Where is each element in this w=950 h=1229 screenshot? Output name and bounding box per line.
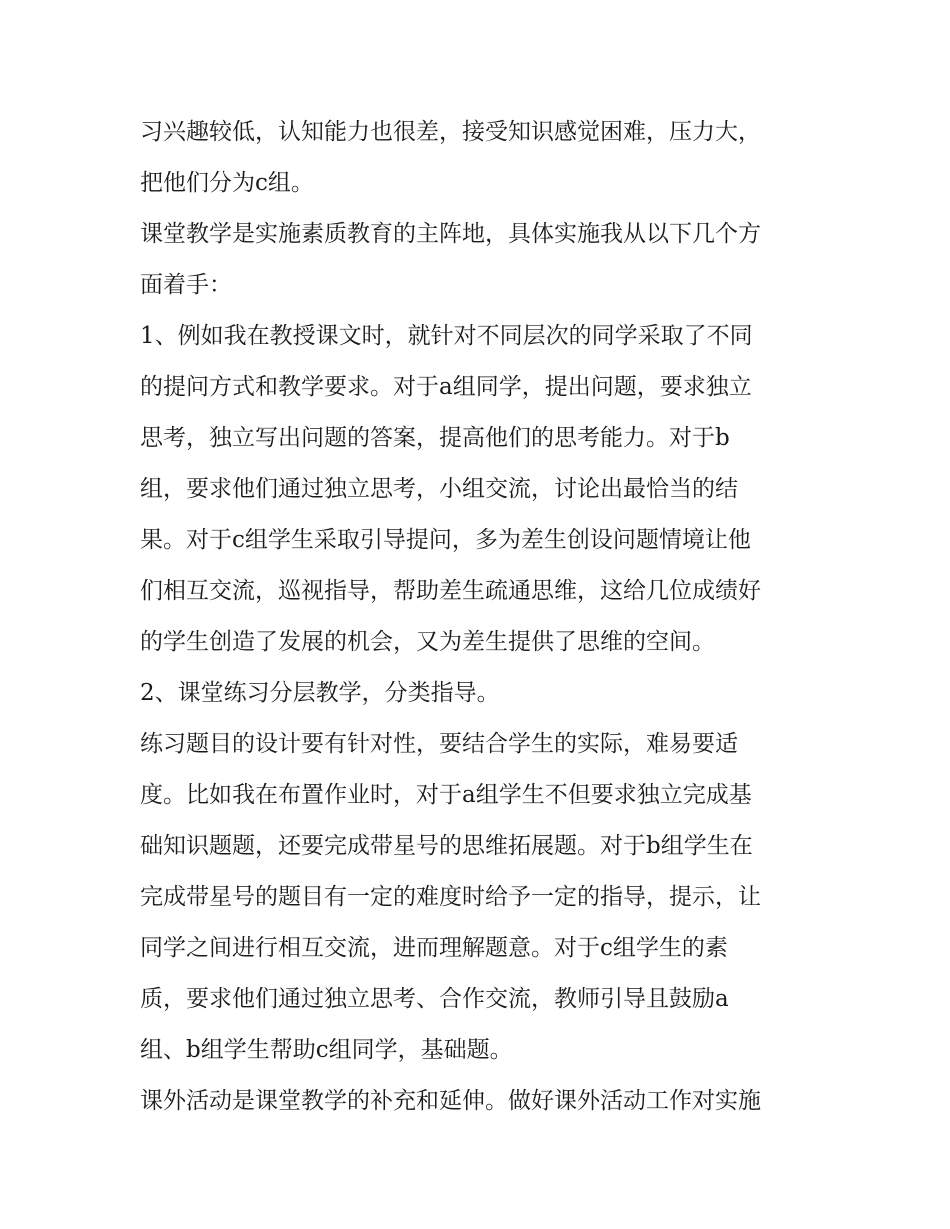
document-body	[140, 107, 820, 1127]
text-line: 础知识题题，还要完成带星号的思维拓展题。对于b组学生在	[140, 833, 753, 859]
text-line: 组，要求他们通过独立思考，小组交流，讨论出最恰当的结	[140, 476, 738, 502]
text-line: 课堂教学是实施素质教育的主阵地，具体实施我从以下几个方	[140, 221, 761, 247]
text-line: 完成带星号的题目有一定的难度时给予一定的指导，提示，让	[140, 884, 761, 910]
text-line: 的提问方式和教学要求。对于a组同学，提出问题，要求独立	[140, 374, 752, 400]
text-line: 面着手：	[140, 272, 232, 298]
text-line: 习兴趣较低，认知能力也很差，接受知识感觉困难，压力大，	[140, 119, 761, 145]
text-line: 们相互交流，巡视指导，帮助差生疏通思维，这给几位成绩好	[140, 578, 761, 604]
text-line: 果。对于c组学生采取引导提问，多为差生创设问题情境让他	[140, 527, 751, 553]
text-line: 质，要求他们通过独立思考、合作交流，教师引导且鼓励a	[140, 986, 729, 1012]
text-line: 思考，独立写出问题的答案，提高他们的思考能力。对于b	[140, 425, 730, 451]
text-line: 度。比如我在布置作业时，对于a组学生不但要求独立完成基	[140, 782, 752, 808]
text-line: 同学之间进行相互交流，进而理解题意。对于c组学生的素	[140, 935, 728, 961]
text-line: 2、课堂练习分层教学，分类指导。	[140, 680, 500, 706]
text-line: 练习题目的设计要有针对性，要结合学生的实际，难易要适	[140, 731, 738, 757]
text-line: 课外活动是课堂教学的补充和延伸。做好课外活动工作对实施	[140, 1088, 761, 1114]
text-line: 1、例如我在教授课文时，就针对不同层次的同学采取了不同	[140, 323, 753, 349]
text-line: 的学生创造了发展的机会，又为差生提供了思维的空间。	[140, 629, 715, 655]
text-line: 组、b组学生帮助c组同学，基础题。	[140, 1037, 513, 1063]
text-line: 把他们分为c组。	[140, 170, 314, 196]
